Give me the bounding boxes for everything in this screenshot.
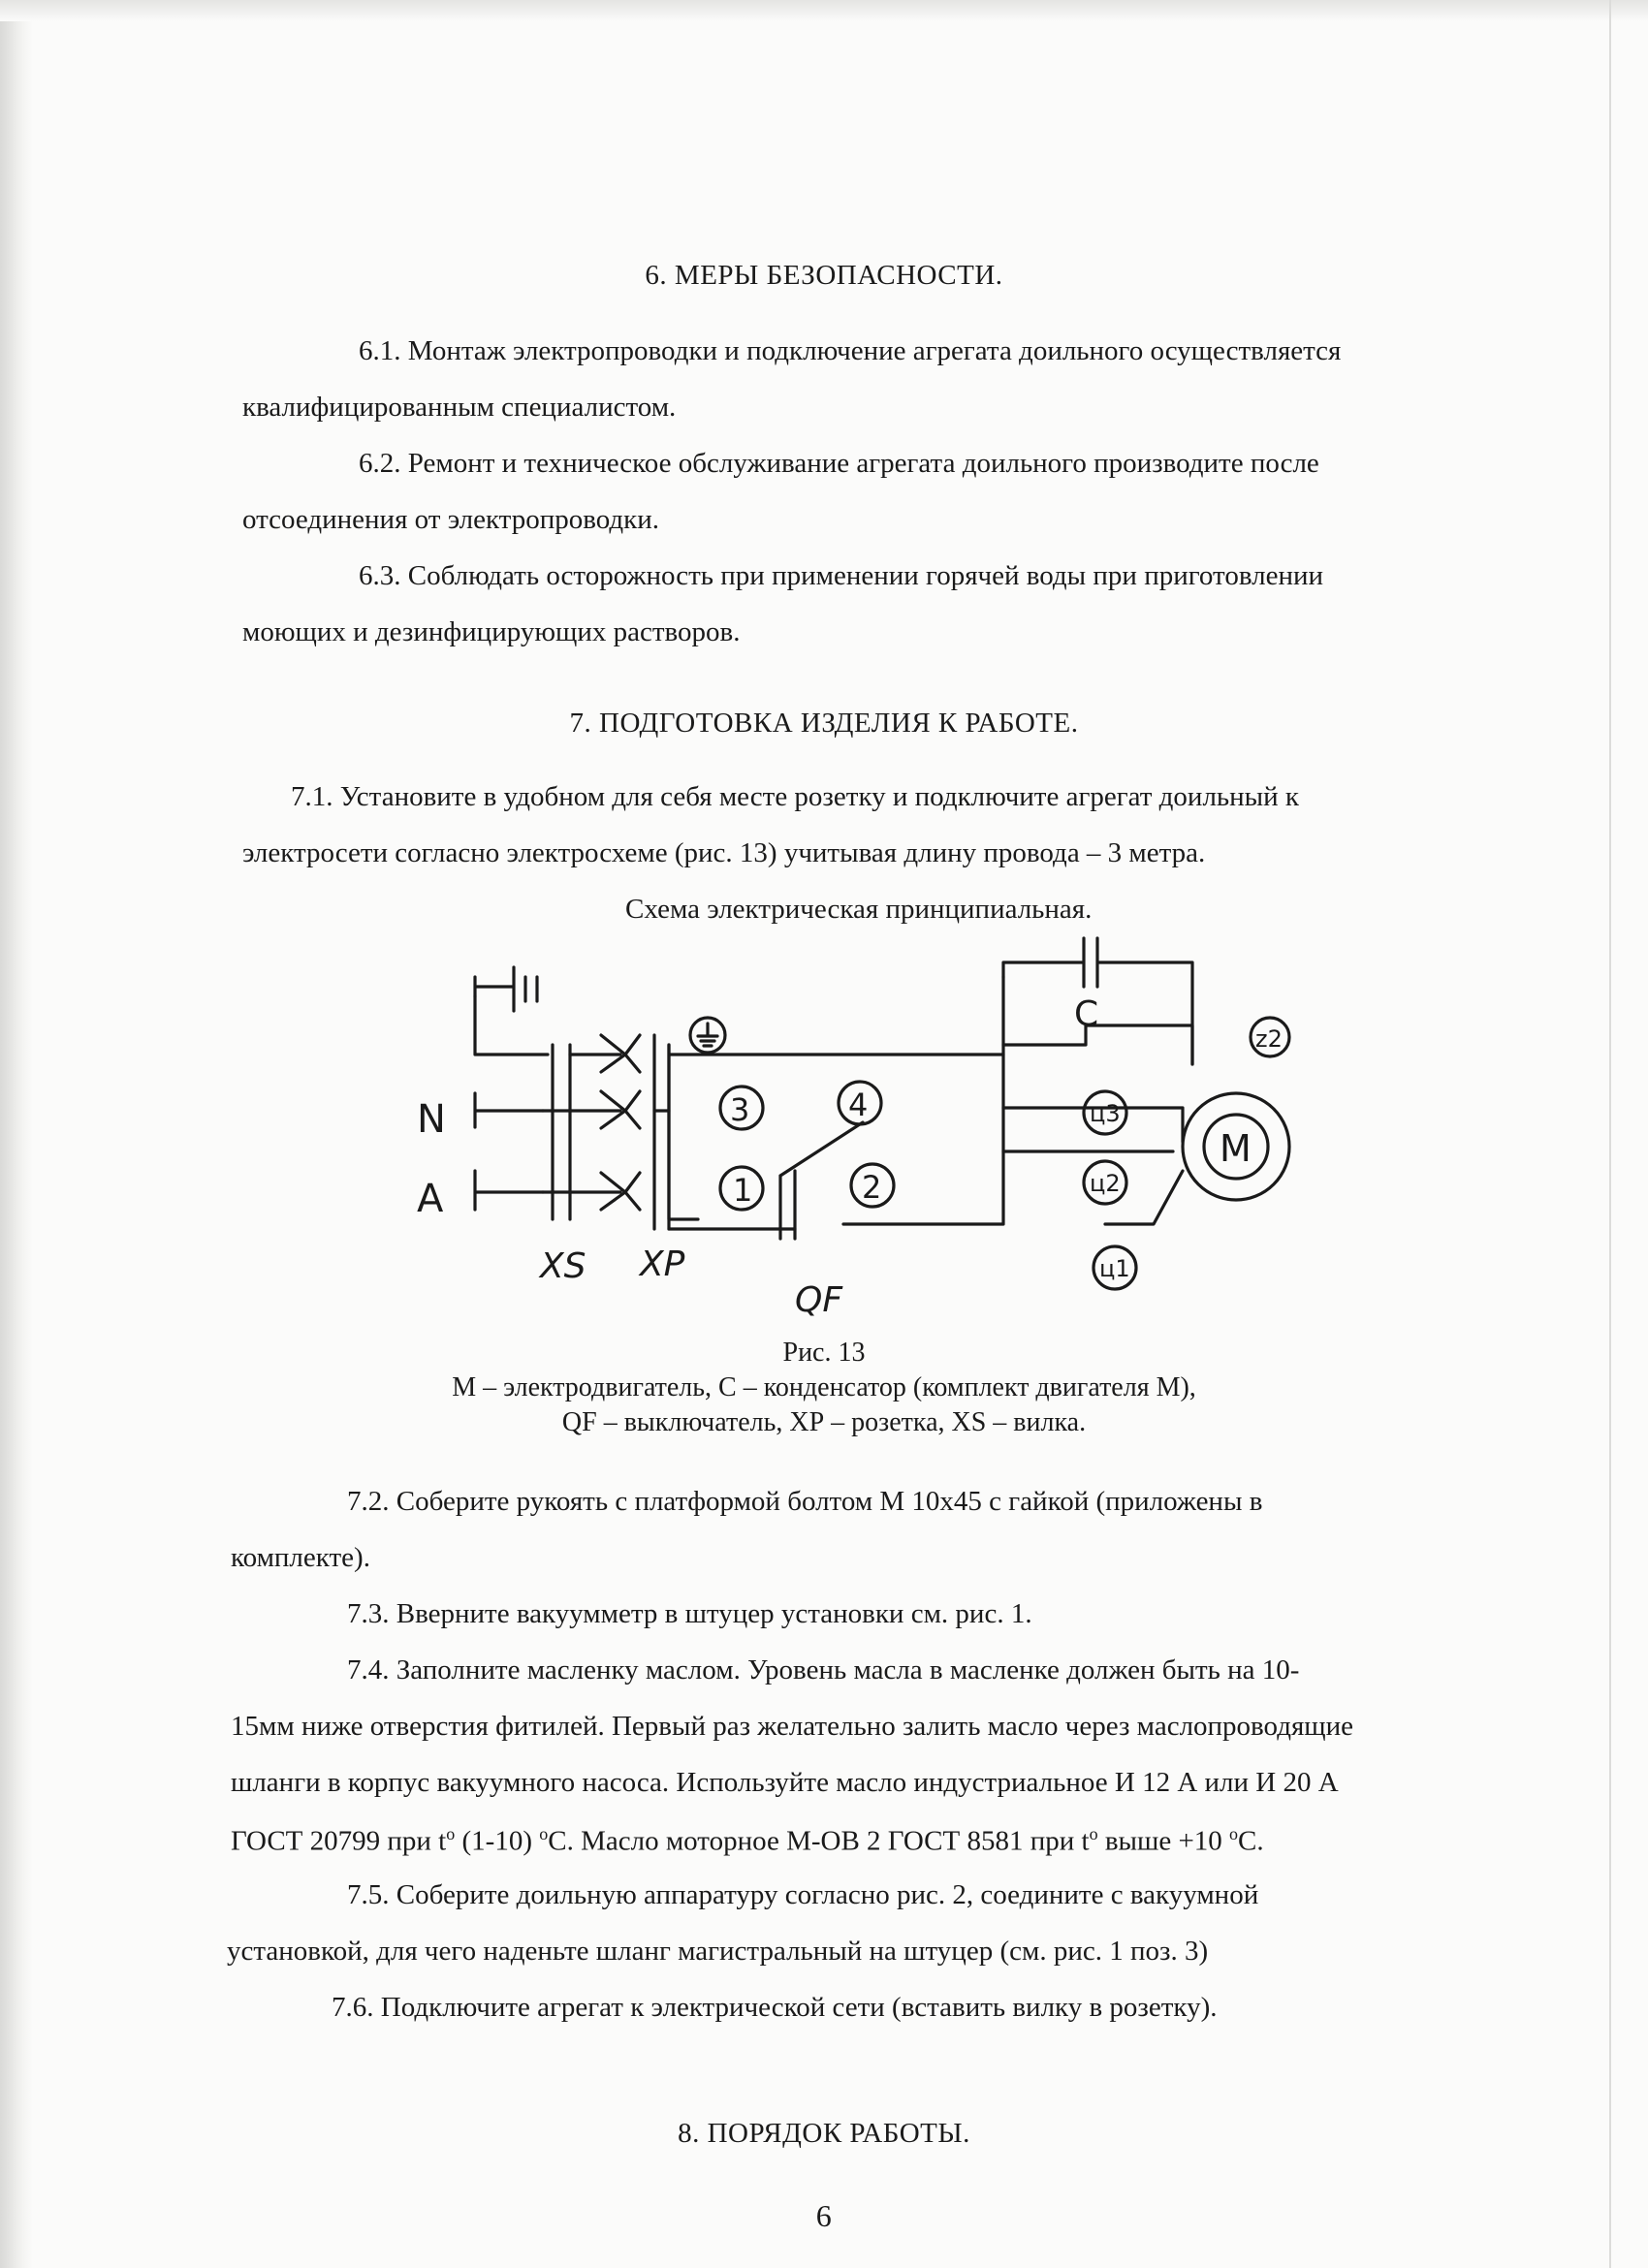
electrical-schematic <box>407 929 1328 1326</box>
section-7-heading: 7. ПОДГОТОВКА ИЗДЕЛИЯ К РАБОТЕ. <box>569 708 1079 739</box>
paragraph-7-2-line-2: комплекте). <box>231 1542 370 1573</box>
figure-legend-line-2: QF – выключатель, ХР – розетка, XS – вилка. <box>561 1407 1087 1437</box>
paragraph-7-3-line-1: 7.3. Вверните вакуумметр в штуцер установки см. рис. 1. <box>347 1598 1032 1629</box>
terminal-c1 <box>1093 1246 1136 1289</box>
svg-text:2: 2 <box>862 1169 882 1206</box>
figure-caption: Рис. 13 <box>782 1338 866 1368</box>
svg-text:ц1: ц1 <box>1099 1255 1130 1282</box>
scheme-title: Схема электрическая принципиальная. <box>625 894 1093 925</box>
svg-text:4: 4 <box>848 1087 869 1123</box>
power-source-symbol <box>475 967 548 1055</box>
label-n: N <box>417 1097 446 1142</box>
page-right-fold <box>1609 0 1611 2268</box>
node-1 <box>720 1167 763 1210</box>
terminal-z2 <box>1251 1018 1289 1056</box>
motor-m <box>1183 1093 1289 1200</box>
wire-a-left <box>475 1171 543 1210</box>
paragraph-6-3-line-1: 6.3. Соблюдать осторожность при применении горячей воды при приготовлении <box>359 560 1324 591</box>
figure-legend-line-1: М – электродвигатель, С – конденсатор (комплект двигателя М), <box>452 1372 1196 1402</box>
ground-symbol <box>690 1018 725 1053</box>
section-8-heading: 8. ПОРЯДОК РАБОТЫ. <box>678 2118 970 2149</box>
svg-text:ц3: ц3 <box>1090 1100 1121 1127</box>
paragraph-7-4-line-2: 15мм ниже отверстия фитилей. Первый раз желательно залить масло через маслопроводящие <box>231 1711 1354 1742</box>
paragraph-7-4-line-1: 7.4. Заполните масленку маслом. Уровень масла в масленке должен быть на 10- <box>347 1654 1300 1685</box>
label-xs: XS <box>540 1246 586 1286</box>
node-4 <box>839 1082 881 1124</box>
node-2 <box>851 1164 894 1207</box>
node-3 <box>720 1087 763 1129</box>
paragraph-6-1-line-2: квалифицированным специалистом. <box>242 392 677 423</box>
label-xp: XP <box>640 1244 685 1284</box>
paragraph-7-5-line-1: 7.5. Соберите доильную аппаратуру согласно рис. 2, соедините с вакуумной <box>347 1879 1259 1910</box>
svg-text:1: 1 <box>733 1172 753 1209</box>
paragraph-7-5-line-2: установкой, для чего наденьте шланг магистральный на штуцер (см. рис. 1 поз. 3) <box>227 1936 1209 1967</box>
paragraph-7-1-line-2: электросети согласно электросхеме (рис. 13) учитывая длину провода – 3 метра. <box>242 837 1206 868</box>
wire-frame <box>669 1045 1003 1229</box>
terminal-c2 <box>1084 1161 1126 1204</box>
svg-text:ц2: ц2 <box>1090 1170 1121 1197</box>
label-a: A <box>417 1177 444 1221</box>
paragraph-7-6-line-1: 7.6. Подключите агрегат к электрической сети (вставить вилку в розетку). <box>332 1992 1218 2023</box>
label-c: C <box>1074 994 1099 1034</box>
wire-n-left <box>475 1093 543 1127</box>
paragraph-6-3-line-2: моющих и дезинфицирующих растворов. <box>242 616 741 647</box>
paragraph-6-1-line-1: 6.1. Монтаж электропроводки и подключение агрегата доильного осуществляется <box>359 335 1342 366</box>
svg-text:3: 3 <box>730 1091 750 1128</box>
page-left-shadow <box>0 0 33 2268</box>
paragraph-7-1-line-1: 7.1. Установите в удобном для себя месте розетку и подключите агрегат доильный к <box>291 781 1300 812</box>
paragraph-7-2-line-1: 7.2. Соберите рукоять с платформой болтом М 10х45 с гайкой (приложены в <box>347 1486 1263 1517</box>
terminal-c3 <box>1084 1091 1126 1134</box>
paragraph-6-2-line-1: 6.2. Ремонт и техническое обслуживание агрегата доильного производите после <box>359 448 1319 479</box>
socket-xp <box>625 1035 669 1229</box>
page-number: 6 <box>815 2198 833 2233</box>
label-m: M <box>1220 1127 1252 1170</box>
paragraph-6-2-line-2: отсоединения от электропроводки. <box>242 504 659 535</box>
label-qf: QF <box>795 1280 843 1320</box>
paragraph-7-4-line-4: ГОСТ 20799 при $t^o$ (1-10) $^o$С. Масло моторное М-ОВ 2 ГОСТ 8581 при $t^o$ выше +10 $^o$С. <box>231 1824 1264 1857</box>
paragraph-7-4-line-3: шланги в корпус вакуумного насоса. Используйте масло индустриальное И 12 А или И 20 А <box>231 1767 1339 1798</box>
plug-xs <box>543 1035 625 1219</box>
section-6-heading: 6. МЕРЫ БЕЗОПАСНОСТИ. <box>645 260 1003 291</box>
page-top-shadow <box>0 0 1648 21</box>
svg-text:z2: z2 <box>1255 1025 1283 1053</box>
